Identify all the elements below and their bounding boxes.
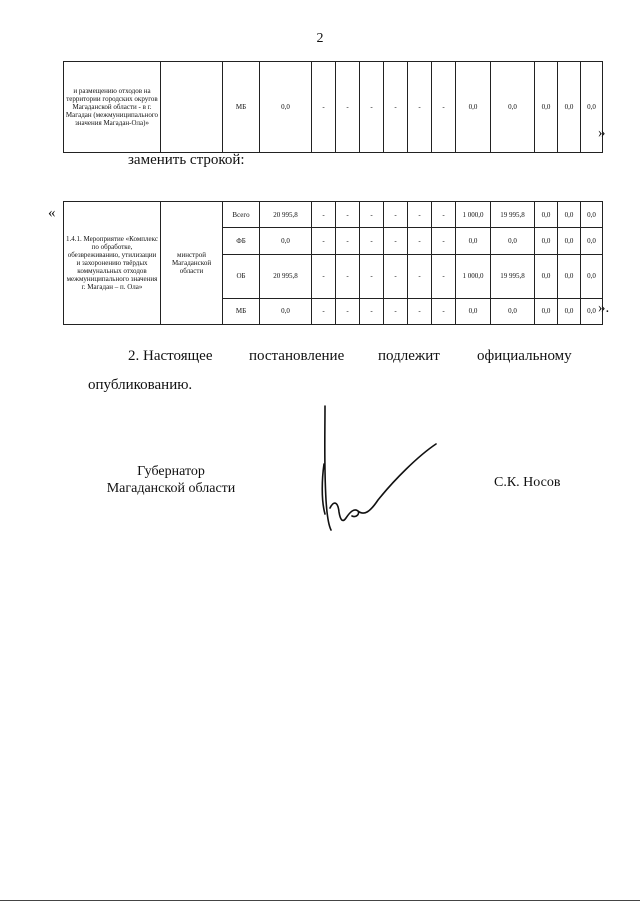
value-cell: 0,0 — [558, 202, 581, 228]
funding-source-cell: МБ — [223, 298, 260, 324]
value-cell: 0,0 — [260, 62, 312, 153]
old-row-table — [63, 61, 603, 153]
value-cell: - — [384, 202, 408, 228]
value-cell: 0,0 — [535, 228, 558, 254]
value-cell: 0,0 — [491, 228, 535, 254]
page-number: 2 — [316, 31, 324, 46]
value-cell: - — [384, 228, 408, 254]
paragraph-word: подлежит — [378, 348, 440, 364]
executor-cell: минстрой Магаданской области — [161, 202, 223, 325]
value-cell: - — [432, 254, 456, 298]
value-cell: - — [408, 298, 432, 324]
value-cell: - — [336, 62, 360, 153]
value-cell: 0,0 — [491, 298, 535, 324]
value-cell: 0,0 — [535, 298, 558, 324]
value-cell: - — [312, 298, 336, 324]
value-cell: 1 000,0 — [456, 202, 491, 228]
value-cell: 0,0 — [456, 298, 491, 324]
value-cell: 0,0 — [535, 202, 558, 228]
value-cell: - — [312, 254, 336, 298]
new-row-table — [63, 201, 603, 325]
value-cell: - — [312, 228, 336, 254]
value-cell: 20 995,8 — [260, 202, 312, 228]
value-cell: - — [408, 228, 432, 254]
value-cell: - — [336, 254, 360, 298]
value-cell: 0,0 — [456, 62, 491, 153]
signatory-title-line-1: Губернатор — [137, 464, 205, 479]
handwritten-signature — [312, 404, 442, 534]
value-cell: 1 000,0 — [456, 254, 491, 298]
funding-source-cell: Всего — [223, 202, 260, 228]
value-cell: 0,0 — [456, 228, 491, 254]
value-cell: - — [336, 298, 360, 324]
signatory-title — [96, 463, 246, 497]
closing-quote: ». — [598, 300, 610, 316]
value-cell: - — [432, 62, 456, 153]
paragraph-line-2: опубликованию. — [88, 377, 193, 393]
value-cell: - — [336, 228, 360, 254]
value-cell: - — [360, 228, 384, 254]
value-cell: 0,0 — [581, 62, 603, 153]
value-cell: 0,0 — [260, 298, 312, 324]
bottom-rule — [0, 900, 640, 901]
value-cell: 0,0 — [491, 62, 535, 153]
value-cell: - — [360, 298, 384, 324]
value-cell: - — [408, 202, 432, 228]
value-cell: - — [384, 62, 408, 153]
value-cell: 0,0 — [558, 228, 581, 254]
value-cell: 0,0 — [581, 202, 603, 228]
signatory-title-line-2: Магаданской области — [106, 481, 236, 496]
value-cell: 0,0 — [581, 298, 603, 324]
funding-source-cell: МБ — [223, 62, 260, 153]
value-cell: 0,0 — [535, 254, 558, 298]
opening-quote: « — [48, 205, 56, 221]
value-cell: 0,0 — [581, 254, 603, 298]
value-cell: - — [360, 62, 384, 153]
value-cell: - — [384, 254, 408, 298]
table-row — [64, 62, 603, 153]
value-cell: - — [384, 298, 408, 324]
value-cell: - — [408, 62, 432, 153]
value-cell: 0,0 — [558, 298, 581, 324]
value-cell: - — [360, 254, 384, 298]
funding-source-cell: ОБ — [223, 254, 260, 298]
value-cell: 0,0 — [535, 62, 558, 153]
value-cell: - — [408, 254, 432, 298]
value-cell: - — [432, 202, 456, 228]
value-cell: 20 995,8 — [260, 254, 312, 298]
value-cell: - — [432, 298, 456, 324]
value-cell: 0,0 — [558, 62, 581, 153]
value-cell: - — [432, 228, 456, 254]
signatory-name: С.К. Носов — [494, 475, 561, 490]
value-cell: - — [336, 202, 360, 228]
measure-name-cell: и размещению отходов на территории городских округов Магаданской области - в г. Магадан (межмуниципального значения Магадан-Ола)» — [64, 62, 161, 153]
value-cell: 19 995,8 — [491, 254, 535, 298]
value-cell: - — [312, 202, 336, 228]
closing-quote: » — [598, 125, 606, 141]
executor-cell — [161, 62, 223, 153]
paragraph-word: официальному — [477, 348, 572, 364]
measure-name-cell: 1.4.1. Мероприятие «Комплекс по обработке, обезвреживанию, утилизации и захоронению твёрдых коммунальных отходов межмуниципального значения г. Магадан – п. Ола» — [64, 202, 161, 325]
paragraph-word: 2. Настоящее — [128, 348, 213, 364]
paragraph-word: постановление — [249, 348, 345, 364]
value-cell: - — [312, 62, 336, 153]
value-cell: - — [360, 202, 384, 228]
value-cell: 0,0 — [581, 228, 603, 254]
value-cell: 0,0 — [558, 254, 581, 298]
funding-source-cell: ФБ — [223, 228, 260, 254]
value-cell: 19 995,8 — [491, 202, 535, 228]
replace-instruction: заменить строкой: — [128, 152, 245, 168]
table-row — [64, 202, 603, 228]
value-cell: 0,0 — [260, 228, 312, 254]
